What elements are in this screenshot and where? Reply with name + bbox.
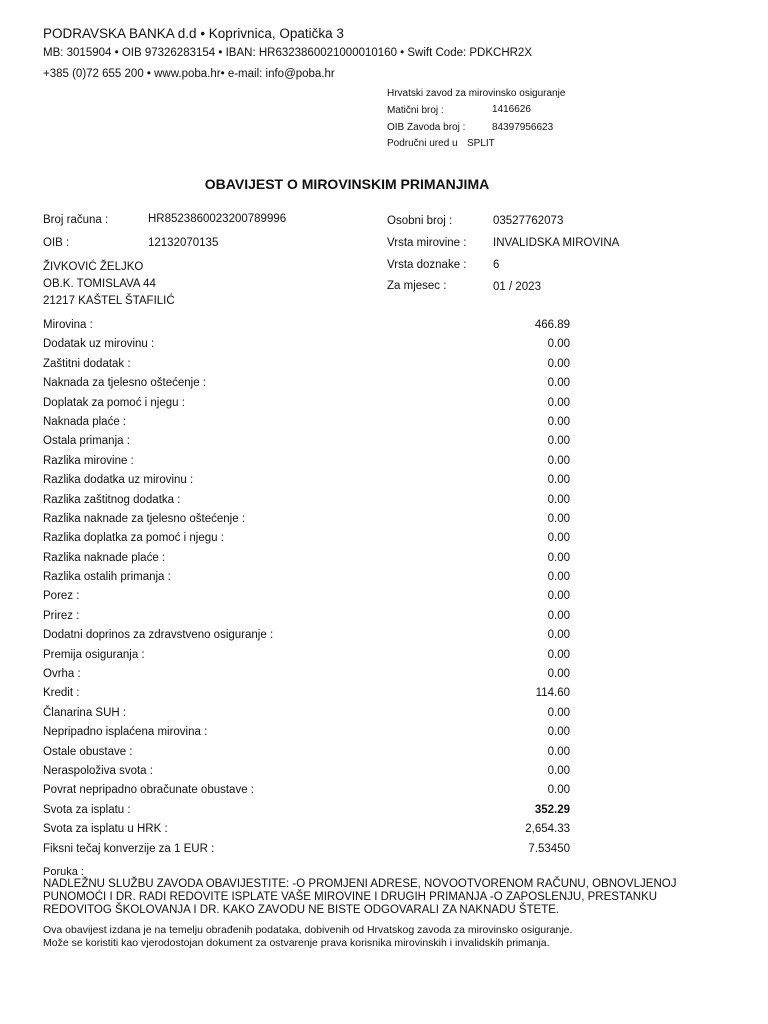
list-item: [43, 626, 570, 645]
row-value: 0.00: [547, 706, 570, 719]
row-label: Članarina SUH :: [43, 706, 127, 719]
oib-value: 12132070135: [148, 237, 219, 249]
list-item: [43, 665, 570, 684]
row-label: Nepripadno isplaćena mirovina :: [43, 726, 208, 739]
row-label: Naknada za tjelesno oštećenje :: [43, 377, 207, 390]
footer-note: [43, 924, 713, 949]
list-item: [43, 374, 570, 393]
message-label: Poruka :: [43, 866, 84, 878]
list-item: [43, 316, 570, 335]
row-value: 0.00: [547, 435, 570, 448]
list-item: [43, 743, 570, 762]
oib-zavoda-label: OIB Zavoda broj :: [387, 122, 466, 133]
bank-name: PODRAVSKA BANKA d.d • Koprivnica, Opatička 3: [43, 26, 344, 41]
document-title: OBAVIJEST O MIROVINSKIM PRIMANJIMA: [204, 176, 490, 192]
row-label: Razlika doplatka za pomoć i njegu :: [43, 532, 224, 545]
row-value: 0.00: [547, 512, 570, 525]
podrucni-ured-label: Područni ured u: [387, 138, 458, 149]
row-label: Svota za isplatu :: [43, 803, 131, 816]
list-item: [43, 432, 570, 451]
osobni-broj-label: Osobni broj :: [387, 215, 453, 227]
podrucni-ured-value: SPLIT: [467, 138, 495, 149]
list-item: [43, 529, 570, 548]
recipient-street: OB.K. TOMISLAVA 44: [43, 278, 156, 290]
list-item: [43, 704, 570, 723]
list-item: [43, 335, 570, 354]
row-value: 0.00: [547, 571, 570, 584]
list-item: [43, 413, 570, 432]
row-value: 0.00: [547, 764, 570, 777]
row-value: 7.53450: [528, 842, 570, 855]
row-value: 0.00: [547, 784, 570, 797]
row-label: Prirez :: [43, 609, 80, 622]
vrsta-doznake-value: 6: [493, 259, 500, 271]
row-value: 0.00: [547, 474, 570, 487]
row-label: Premija osiguranja :: [43, 648, 145, 661]
message-text: NADLEŽNU SLUŽBU ZAVODA OBAVIJESTITE: -O PROMJENI ADRESE, NOVOOTVORENOM RAČUNU, OBNOVLJENOJ PUNOMOĆI I DR. RADI REDOVITE ISPLATE VAŠE MIROVINE I DRUGIH PRIMANJA -O ZAPOSLENJU, PRESTANKU REDOVITOG ŠKOLOVANJA I DR. KAKO ZAVODU NE BISTE ODGOVARALI ZA NAKNADU ŠTETE.: [43, 878, 677, 916]
row-label: Neraspoloživa svota :: [43, 764, 153, 777]
vrsta-mirovine-label: Vrsta mirovine :: [387, 237, 467, 249]
row-value: 0.00: [547, 338, 570, 351]
row-label: Razlika mirovine :: [43, 454, 134, 467]
row-label: Kredit :: [43, 687, 80, 700]
list-item: [43, 646, 570, 665]
row-value: 0.00: [547, 609, 570, 622]
osobni-broj-value: 03527762073: [493, 215, 564, 227]
list-item: [43, 394, 570, 413]
row-label: Doplatak za pomoć i njegu :: [43, 396, 185, 409]
row-label: Fiksni tečaj konverzije za 1 EUR :: [43, 842, 215, 855]
list-item: [43, 549, 570, 568]
row-value: 0.00: [547, 415, 570, 428]
list-item: [43, 491, 570, 510]
list-item: [43, 820, 570, 839]
row-label: Razlika ostalih primanja :: [43, 571, 171, 584]
row-label: Mirovina :: [43, 319, 93, 331]
row-label: Razlika zaštitnog dodatka :: [43, 493, 181, 506]
row-label: Ostala primanja :: [43, 435, 130, 448]
oib-zavoda-value: 84397956623: [492, 122, 554, 133]
row-label: Zaštitni dodatak :: [43, 357, 131, 370]
row-label: Naknada plaće :: [43, 415, 127, 428]
oib-label: OIB :: [43, 237, 70, 249]
list-item: [43, 781, 570, 800]
row-label: Razlika naknade za tjelesno oštećenje :: [43, 512, 246, 525]
maticni-broj-value: 1416626: [492, 104, 531, 115]
bank-identifiers: MB: 3015904 • OIB 97326283154 • IBAN: HR6323860021000010160 • Swift Code: PDKCHR2X: [43, 47, 533, 59]
payout-total-row: [43, 801, 570, 820]
broj-racuna-value: HR8523860023200789996: [148, 213, 287, 225]
recipient-city: 21217 KAŠTEL ŠTAFILIĆ: [43, 295, 175, 307]
row-label: Ostale obustave :: [43, 745, 133, 758]
list-item: [43, 762, 570, 781]
row-value: 0.00: [547, 726, 570, 739]
row-label: Ovrha :: [43, 668, 81, 681]
row-label: Dodatni doprinos za zdravstveno osiguranje :: [43, 629, 274, 642]
row-value: 352.29: [534, 803, 570, 816]
row-value: 0.00: [547, 668, 570, 681]
row-value: 0.00: [547, 745, 570, 758]
list-item: [43, 471, 570, 490]
list-item: [43, 840, 570, 859]
row-label: Povrat nepripadno obračunate obustave :: [43, 784, 254, 797]
row-label: Dodatak uz mirovinu :: [43, 338, 155, 351]
row-value: 0.00: [547, 357, 570, 370]
vrsta-doznake-label: Vrsta doznake :: [387, 259, 467, 271]
footer-line: Može se koristiti kao vjerodostojan dokument za ostvarenje prava korisnika mirovinskih i invalidskih primanja.: [43, 936, 550, 949]
row-label: Svota za isplatu u HRK :: [43, 823, 168, 836]
list-item: [43, 723, 570, 742]
row-value: 0.00: [547, 648, 570, 661]
recipient-name: ŽIVKOVIĆ ŽELJKO: [43, 261, 144, 273]
maticni-broj-label: Matični broj :: [387, 105, 444, 116]
za-mjesec-value: 01 / 2023: [493, 281, 541, 293]
row-value: 0.00: [547, 590, 570, 603]
broj-racuna-label: Broj računa :: [43, 214, 109, 226]
amounts-list: [43, 316, 570, 859]
list-item: [43, 355, 570, 374]
za-mjesec-label: Za mjesec :: [387, 280, 447, 292]
institution-name: Hrvatski zavod za mirovinsko osiguranje: [387, 88, 566, 99]
row-value: 2,654.33: [525, 823, 570, 836]
row-label: Razlika naknade plaće :: [43, 551, 166, 564]
footer-line: Ova obavijest izdana je na temelju obrađenih podataka, dobivenih od Hrvatskog zavoda za mirovinsko osiguranje.: [43, 924, 573, 936]
bank-contact: +385 (0)72 655 200 • www.poba.hr• e-mail: info@poba.hr: [43, 68, 335, 80]
list-item: [43, 568, 570, 587]
list-item: [43, 684, 570, 703]
list-item: [43, 510, 570, 529]
list-item: [43, 607, 570, 626]
row-value: 114.60: [535, 687, 570, 700]
row-value: 0.00: [547, 629, 570, 642]
list-item: [43, 587, 570, 606]
row-value: 0.00: [547, 551, 570, 564]
row-value: 0.00: [547, 532, 570, 545]
row-label: Razlika dodatka uz mirovinu :: [43, 474, 194, 487]
row-value: 0.00: [547, 454, 570, 467]
row-value: 0.00: [547, 396, 570, 409]
row-value: 466.89: [534, 319, 570, 331]
vrsta-mirovine-value: INVALIDSKA MIROVINA: [493, 237, 620, 249]
row-label: Porez :: [43, 590, 80, 603]
list-item: [43, 452, 570, 471]
row-value: 0.00: [547, 493, 570, 506]
row-value: 0.00: [547, 377, 570, 390]
